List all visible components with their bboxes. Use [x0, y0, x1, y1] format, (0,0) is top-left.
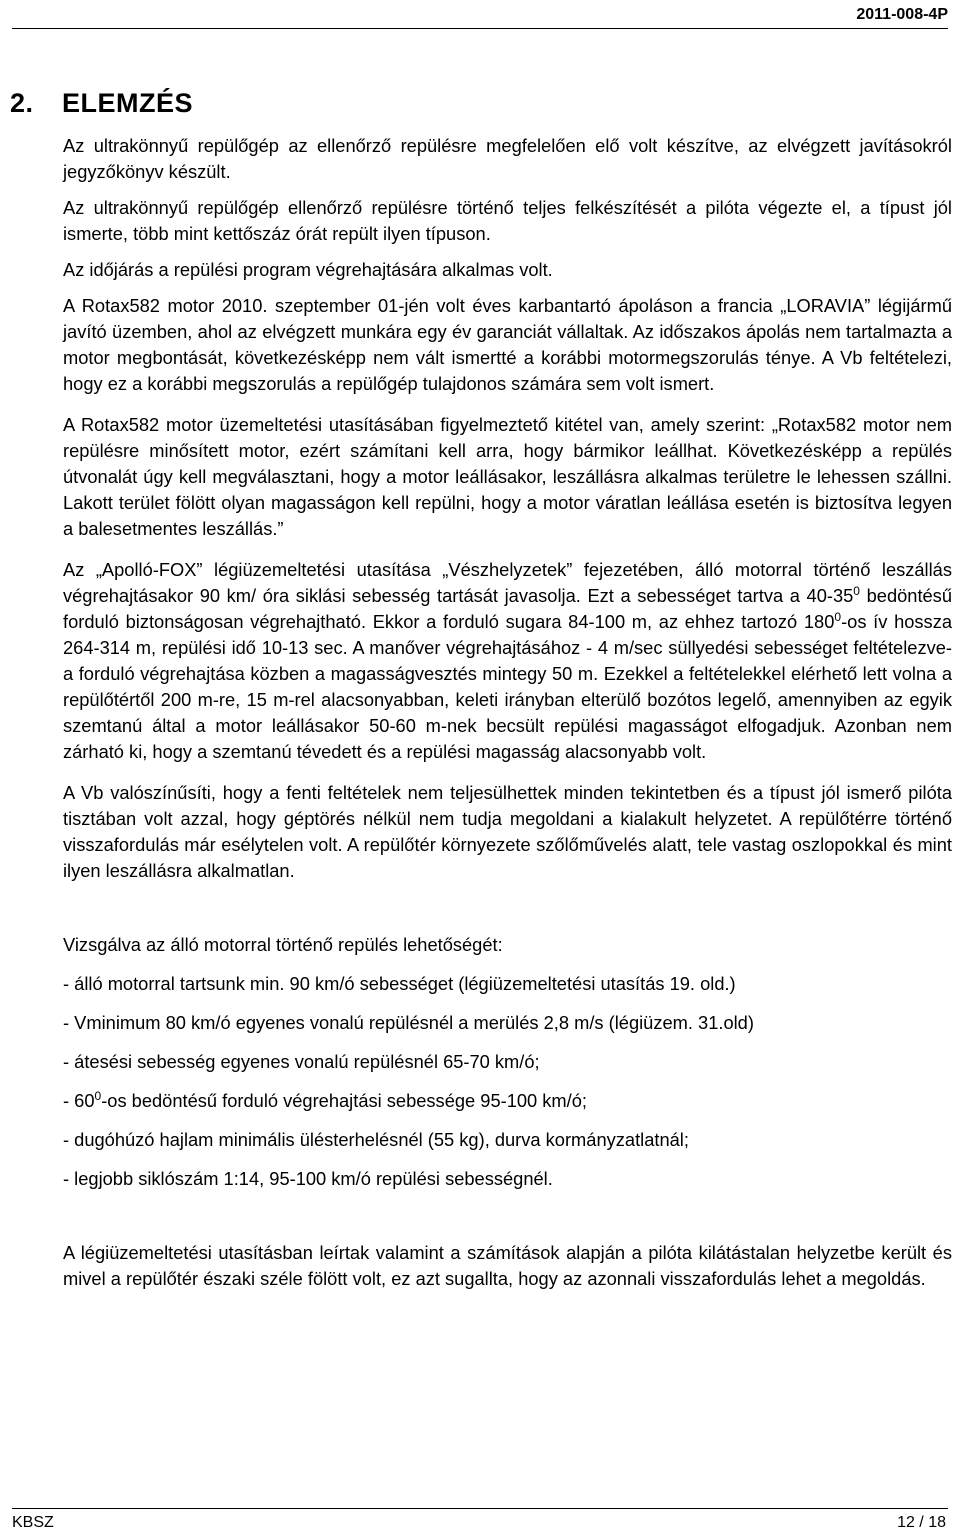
paragraph	[63, 557, 952, 765]
footer-divider	[12, 1508, 948, 1509]
list-item: - Vminimum 80 km/ó egyenes vonalú repülésnél a merülés 2,8 m/s (légiüzem. 31.old)	[63, 1012, 754, 1033]
degree-superscript: 0	[94, 1089, 102, 1103]
paragraph-text: Az „Apolló-FOX” légiüzemeltetési utasítása „Vészhelyzetek” fejezetében, álló motorral történő leszállás végrehajtásakor 90 km/ óra siklási sebesség tartását javasolja. Ezt a sebességet tartva a 40-35	[63, 559, 952, 606]
list-item: - álló motorral tartsunk min. 90 km/ó sebességet (légiüzemeltetési utasítás 19. old.)	[63, 973, 736, 994]
section-number: 2.	[10, 88, 34, 118]
degree-superscript: 0	[853, 584, 860, 598]
degree-superscript: 0	[834, 610, 842, 624]
paragraph: Az ultrakönnyű repülőgép az ellenőrző repülésre megfelelően elő volt készítve, az elvégzett javításokról jegyzőkönyv készült.	[63, 135, 952, 182]
section-title: ELEMZÉS	[62, 88, 194, 118]
document-body	[63, 133, 952, 1292]
paragraph: Az ultrakönnyű repülőgép ellenőrző repülésre történő teljes felkészítését a pilóta végezte el, a típust jól ismerte, több mint kettőszáz órát repült ilyen típuson.	[63, 197, 952, 244]
paragraph-text: bedöntésű forduló biztonságosan végrehajtható. Ekkor a forduló sugara 84-100 m, az ehhez tartozó 180	[63, 585, 952, 632]
list-item-text: -os bedöntésű forduló végrehajtási sebessége 95-100 km/ó;	[101, 1090, 587, 1111]
paragraph: A légiüzemeltetési utasításban leírtak valamint a számítások alapján a pilóta kilátástalan helyzetbe került és mivel a repülőtér északi széle fölött volt, ez azt sugallta, hogy az azonnali visszafordulás lehet a megoldás.	[63, 1242, 952, 1289]
list-item: - dugóhúzó hajlam minimális ülésterhelésnél (55 kg), durva kormányzatlatnál;	[63, 1129, 689, 1150]
list-item: - legjobb siklószám 1:14, 95-100 km/ó repülési sebességnél.	[63, 1168, 553, 1189]
section-heading	[10, 88, 193, 119]
paragraph: A Rotax582 motor üzemeltetési utasításában figyelmeztető kitétel van, amely szerint: „Rotax582 motor nem repülésre minősített motor, ezért számítani kell arra, hogy bármikor leállhat. Következésképp a repülés útvonalát úgy kell megválasztani, hogy a motor leállásakor, leszállásra alkalmas területre le lehessen szállni. Lakott terület fölött olyan magasságon kell repülni, hogy a motor váratlan leállása esetén is biztosítva legyen a balesetmentes leszállás.”	[63, 414, 952, 539]
list-item	[63, 1088, 952, 1114]
paragraph: A Rotax582 motor 2010. szeptember 01-jén volt éves karbantartó ápoláson a francia „LORAVIA” légijármű javító üzemben, ahol az elvégzett munkára egy év garanciát vállaltak. Az időszakos ápolás nem tartalmazta a motor megbontását, következésképp nem vált ismertté a korábbi motormegszorulás ténye. A Vb feltételezi, hogy ez a korábbi megszorulás a repülőgép tulajdonos számára sem volt ismert.	[63, 295, 952, 394]
list-intro: Vizsgálva az álló motorral történő repülés lehetőségét:	[63, 934, 503, 955]
footer-organization: KBSZ	[12, 1514, 54, 1531]
paragraph: A Vb valószínűsíti, hogy a fenti feltételek nem teljesülhettek minden tekintetben és a típust jól ismerő pilóta tisztában volt azzal, hogy géptörés nélkül nem tudja megoldani a kialakult helyzetet. A repülőtérre történő visszafordulás már esélytelen volt. A repülőtér környezete szőlőművelés alatt, tele vastag oszlopokkal és mint ilyen leszállásra alkalmatlan.	[63, 782, 952, 881]
list-item: - átesési sebesség egyenes vonalú repülésnél 65-70 km/ó;	[63, 1051, 540, 1072]
header-divider	[12, 28, 948, 29]
paragraph-text: -os ív hossza 264-314 m, repülési idő 10-13 sec. A manőver végrehajtásához - 4 m/sec süllyedési sebességet feltételezve- a forduló végrehajtása közben a magasságvesztés mintegy 50 m. Ezekkel a feltételekkel elérhető lett volna a repülőtértől 200 m-re, 15 m-rel alacsonyabban, keleti irányban elterülő bozótos legelő, amennyiben az egyik szemtanú által a motor leállásakor 50-60 m-nek becsült repülési magasságot elfogadjuk. Azonban nem zárható ki, hogy a szemtanú tévedett és a repülési magasság alacsonyabb volt.	[63, 611, 952, 762]
page-number: 12 / 18	[897, 1514, 946, 1531]
list-item-text: - 60	[63, 1090, 95, 1111]
document-code: 2011-008-4P	[856, 6, 948, 23]
paragraph: Az időjárás a repülési program végrehajtására alkalmas volt.	[63, 259, 553, 280]
